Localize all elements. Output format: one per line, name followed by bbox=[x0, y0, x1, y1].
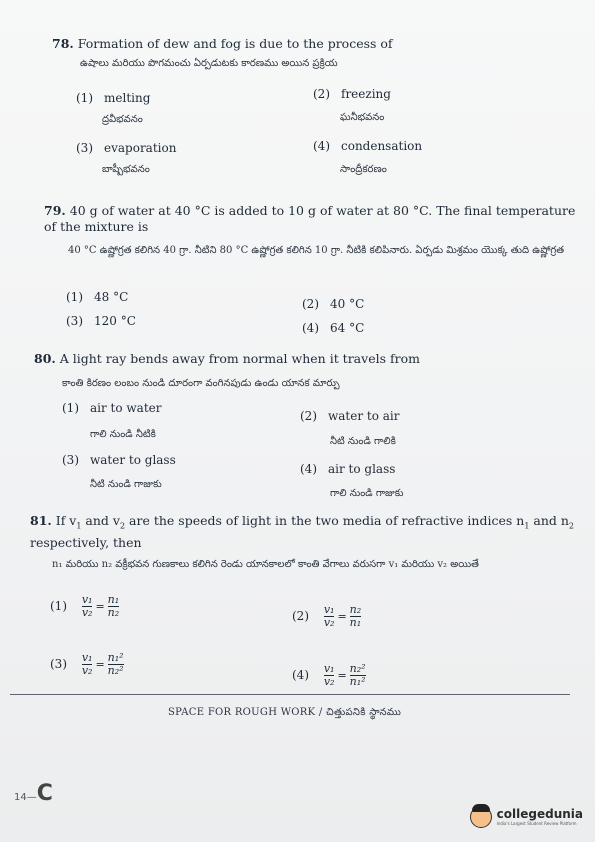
option-2-telugu: నీటి నుండి గాలికి bbox=[330, 436, 396, 447]
option-1-telugu: ద్రవీభవనం bbox=[102, 114, 143, 125]
question-number: 78. bbox=[52, 36, 74, 51]
mascot-icon bbox=[470, 806, 492, 828]
brand-tagline: India's Largest Student Review Platform bbox=[496, 821, 577, 826]
question-text: A light ray bends away from normal when it travels from bbox=[59, 351, 420, 366]
option-3[interactable]: (3) $\frac{\text{v₁}}{\text{v₂}}$ = $\frac{\text{n₁²}}{\text{n₂²}}$ bbox=[50, 651, 124, 677]
option-1[interactable]: (1) melting bbox=[76, 91, 151, 105]
option-1[interactable]: (1) $\frac{\text{v₁}}{\text{v₂}}$ = $\frac{\text{n₁}}{\text{n₂}}$ bbox=[50, 593, 120, 619]
question-79 bbox=[44, 203, 584, 235]
option-4[interactable]: (4) 64 °C bbox=[302, 321, 365, 335]
question-telugu: n₁ మరియు n₂ వక్రీభవన గుణకాలు కలిగిన రెండు యానకాలలో కాంతి వేగాలు వరుసగా v₁ మరియు v₂ అయితే bbox=[52, 559, 479, 570]
question-number: 81. bbox=[30, 513, 52, 528]
question-text: 40 g of water at 40 °C is added to 10 g of water at 80 °C. The final temperature of the mixture is bbox=[44, 203, 576, 234]
divider bbox=[10, 694, 570, 695]
option-3-telugu: బాష్పీభవనం bbox=[102, 164, 150, 175]
question-telugu: ఉషాలు మరియు పొగమంచు ఏర్పడుటకు కారణము అయిన ప్రక్రియ bbox=[80, 58, 338, 69]
option-3-telugu: నీటి నుండి గాజుకు bbox=[90, 479, 162, 490]
question-80 bbox=[34, 351, 574, 367]
question-text: Formation of dew and fog is due to the process of bbox=[77, 36, 393, 51]
option-2[interactable]: (2) 40 °C bbox=[302, 297, 365, 311]
question-telugu: 40 °C ఉష్ణోగ్రత కలిగిన 40 గ్రా. నీటిని 80 °C ఉష్ణోగ్రత కలిగిన 10 గ్రా. నీటికి కలిపినారు. ఏర్పడు మిశ్రమం యొక్క తుది ఉష్ణోగ్రత bbox=[68, 245, 564, 256]
page-number: 14—C bbox=[14, 781, 53, 806]
brand-name: collegedunia bbox=[496, 807, 583, 821]
option-1[interactable]: (1) air to water bbox=[62, 401, 162, 415]
option-1[interactable]: (1) 48 °C bbox=[66, 290, 129, 304]
option-4[interactable]: (4) condensation bbox=[313, 139, 423, 153]
rough-work-label: SPACE FOR ROUGH WORK / చిత్తుపనికి స్థానము bbox=[168, 707, 402, 718]
option-1-telugu: గాలి నుండి నీటికి bbox=[90, 429, 156, 440]
question-78 bbox=[52, 36, 572, 52]
option-2[interactable]: (2) water to air bbox=[300, 409, 400, 423]
option-3[interactable]: (3) evaporation bbox=[76, 141, 177, 155]
option-2[interactable]: (2) freezing bbox=[313, 87, 391, 101]
question-number: 80. bbox=[34, 351, 56, 366]
option-4[interactable]: (4) $\frac{\text{v₁}}{\text{v₂}}$ = $\frac{\text{n₂²}}{\text{n₁²}}$ bbox=[292, 662, 366, 688]
question-number: 79. bbox=[44, 203, 66, 218]
option-3[interactable]: (3) 120 °C bbox=[66, 314, 136, 328]
option-2-telugu: ఘనీభవనం bbox=[340, 112, 385, 123]
option-4-telugu: సాంద్రీకరణం bbox=[340, 164, 387, 175]
option-4[interactable]: (4) air to glass bbox=[300, 462, 396, 476]
option-4-telugu: గాలి నుండి గాజుకు bbox=[330, 488, 404, 499]
option-2[interactable]: (2) $\frac{\text{v₁}}{\text{v₂}}$ = $\frac{\text{n₂}}{\text{n₁}}$ bbox=[292, 603, 362, 629]
brand-logo bbox=[470, 806, 583, 828]
question-telugu: కాంతి కిరణం లంబం నుండి దూరంగా వంగినపుడు ఉండు యానక మార్పు bbox=[62, 378, 340, 389]
option-3[interactable]: (3) water to glass bbox=[62, 453, 176, 467]
question-81: 81. If $v_1$ and $v_2$ are the speeds of light in the two media of refractive indices $n_1$ and $n_2$ respectively, then bbox=[30, 513, 575, 550]
